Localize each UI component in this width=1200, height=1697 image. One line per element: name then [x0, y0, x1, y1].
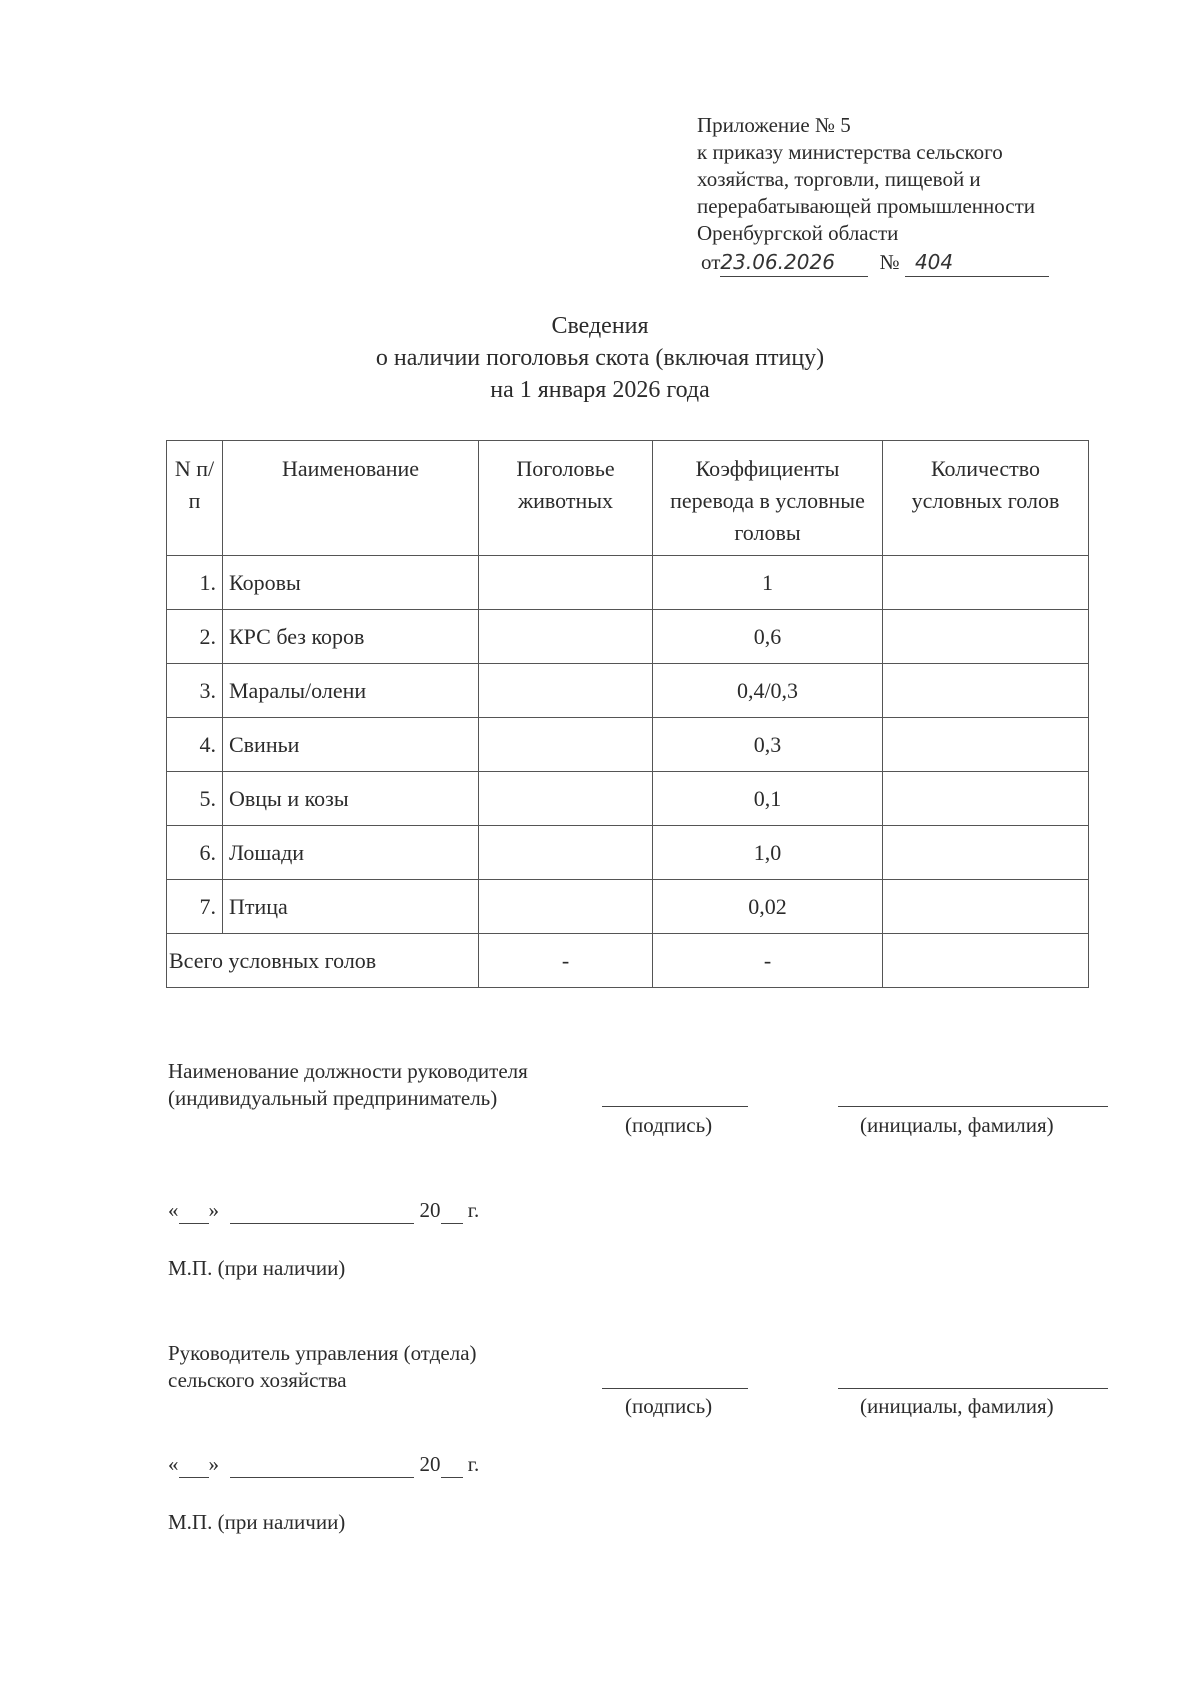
- total-head-count: -: [479, 934, 653, 988]
- appendix-block: [697, 112, 1117, 277]
- row-coefficient: 0,02: [653, 880, 883, 934]
- total-label: Всего условных голов: [167, 934, 479, 988]
- year-suffix: г.: [467, 1452, 480, 1476]
- title-line-1: Сведения: [551, 313, 649, 339]
- header-head-count: Поголовье животных: [479, 441, 653, 556]
- date-day-blank: [179, 1198, 209, 1224]
- table-row: [167, 718, 1089, 772]
- date-month-blank: [230, 1198, 414, 1224]
- row-coefficient: 0,4/0,3: [653, 664, 883, 718]
- row-name: Маралы/олени: [223, 664, 479, 718]
- signature2-label-line-2: сельского хозяйства: [168, 1368, 347, 1392]
- row-coefficient: 1: [653, 556, 883, 610]
- row-units: [883, 880, 1089, 934]
- appendix-line: Приложение № 5: [697, 113, 851, 137]
- row-name: Птица: [223, 880, 479, 934]
- row-units: [883, 556, 1089, 610]
- signature2-label: [168, 1340, 477, 1394]
- year-suffix: г.: [467, 1198, 480, 1222]
- signature2-label-line-1: Руководитель управления (отдела): [168, 1341, 477, 1365]
- row-units: [883, 826, 1089, 880]
- table-row: [167, 556, 1089, 610]
- row-units: [883, 610, 1089, 664]
- row-units: [883, 718, 1089, 772]
- order-date: 23.06.2026: [720, 249, 868, 277]
- appendix-line: перерабатывающей промышленности: [697, 194, 1036, 218]
- title-line-3: на 1 января 2026 года: [490, 377, 710, 403]
- table-row: [167, 772, 1089, 826]
- row-head-count: [479, 826, 653, 880]
- row-name: Лошади: [223, 826, 479, 880]
- signature1-stamp: М.П. (при наличии): [168, 1256, 346, 1280]
- row-head-count: [479, 664, 653, 718]
- signature1-sign-caption: (подпись): [625, 1113, 713, 1137]
- total-coefficient: -: [653, 934, 883, 988]
- appendix-line: Оренбургской области: [697, 221, 899, 245]
- signature1-label: [168, 1058, 528, 1112]
- year-prefix: 20: [419, 1452, 441, 1476]
- total-units: [883, 934, 1089, 988]
- header-name: Наименование: [223, 441, 479, 556]
- table-row: [167, 610, 1089, 664]
- table-row: [167, 664, 1089, 718]
- row-coefficient: 0,6: [653, 610, 883, 664]
- date-close-quote: »: [208, 1198, 219, 1222]
- row-units: [883, 664, 1089, 718]
- year-blank: [441, 1198, 463, 1224]
- order-line: [697, 249, 1117, 277]
- row-coefficient: 0,3: [653, 718, 883, 772]
- row-name: Коровы: [223, 556, 479, 610]
- row-number: 6.: [167, 826, 223, 880]
- row-number: 2.: [167, 610, 223, 664]
- row-name: Овцы и козы: [223, 772, 479, 826]
- row-head-count: [479, 610, 653, 664]
- row-coefficient: 0,1: [653, 772, 883, 826]
- signature2-date-line: [168, 1452, 479, 1478]
- row-number: 5.: [167, 772, 223, 826]
- row-coefficient: 1,0: [653, 826, 883, 880]
- order-number: 404: [905, 249, 1049, 277]
- signature2-name-line: [838, 1388, 1108, 1389]
- title-line-2: о наличии поголовья скота (включая птицу): [375, 345, 825, 371]
- signature1-label-line-1: Наименование должности руководителя: [168, 1059, 528, 1083]
- row-number: 4.: [167, 718, 223, 772]
- appendix-line: к приказу министерства сельского: [697, 140, 1003, 164]
- row-number: 1.: [167, 556, 223, 610]
- row-head-count: [479, 718, 653, 772]
- header-coefficient: Коэффициенты перевода в условные головы: [653, 441, 883, 556]
- date-day-blank: [179, 1452, 209, 1478]
- signature1-label-line-2: (индивидуальный предприниматель): [168, 1086, 498, 1110]
- year-prefix: 20: [419, 1198, 441, 1222]
- signature2-stamp: М.П. (при наличии): [168, 1510, 346, 1534]
- order-number-label: №: [879, 250, 900, 274]
- livestock-table: [166, 440, 1089, 988]
- date-month-blank: [230, 1452, 414, 1478]
- row-number: 7.: [167, 880, 223, 934]
- row-head-count: [479, 772, 653, 826]
- table-row: [167, 826, 1089, 880]
- year-blank: [441, 1452, 463, 1478]
- order-from-label: от: [701, 250, 721, 274]
- table-header-row: [167, 441, 1089, 556]
- signature1-date-line: [168, 1198, 479, 1224]
- signature2-sign-line: [602, 1388, 748, 1389]
- appendix-line: хозяйства, торговли, пищевой и: [697, 167, 981, 191]
- row-units: [883, 772, 1089, 826]
- header-conditional-units: Количество условных голов: [883, 441, 1089, 556]
- signature2-name-caption: (инициалы, фамилия): [860, 1394, 1054, 1418]
- signature1-name-line: [838, 1106, 1108, 1107]
- row-head-count: [479, 556, 653, 610]
- date-open-quote: «: [168, 1198, 179, 1222]
- date-close-quote: »: [208, 1452, 219, 1476]
- row-head-count: [479, 880, 653, 934]
- table-row: [167, 880, 1089, 934]
- table-total-row: [167, 934, 1089, 988]
- row-name: КРС без коров: [223, 610, 479, 664]
- row-number: 3.: [167, 664, 223, 718]
- date-open-quote: «: [168, 1452, 179, 1476]
- signature2-sign-caption: (подпись): [625, 1394, 713, 1418]
- signature1-sign-line: [602, 1106, 748, 1107]
- row-name: Свиньи: [223, 718, 479, 772]
- document-title: [0, 310, 1200, 406]
- signature1-name-caption: (инициалы, фамилия): [860, 1113, 1054, 1137]
- header-num: N п/п: [167, 441, 223, 556]
